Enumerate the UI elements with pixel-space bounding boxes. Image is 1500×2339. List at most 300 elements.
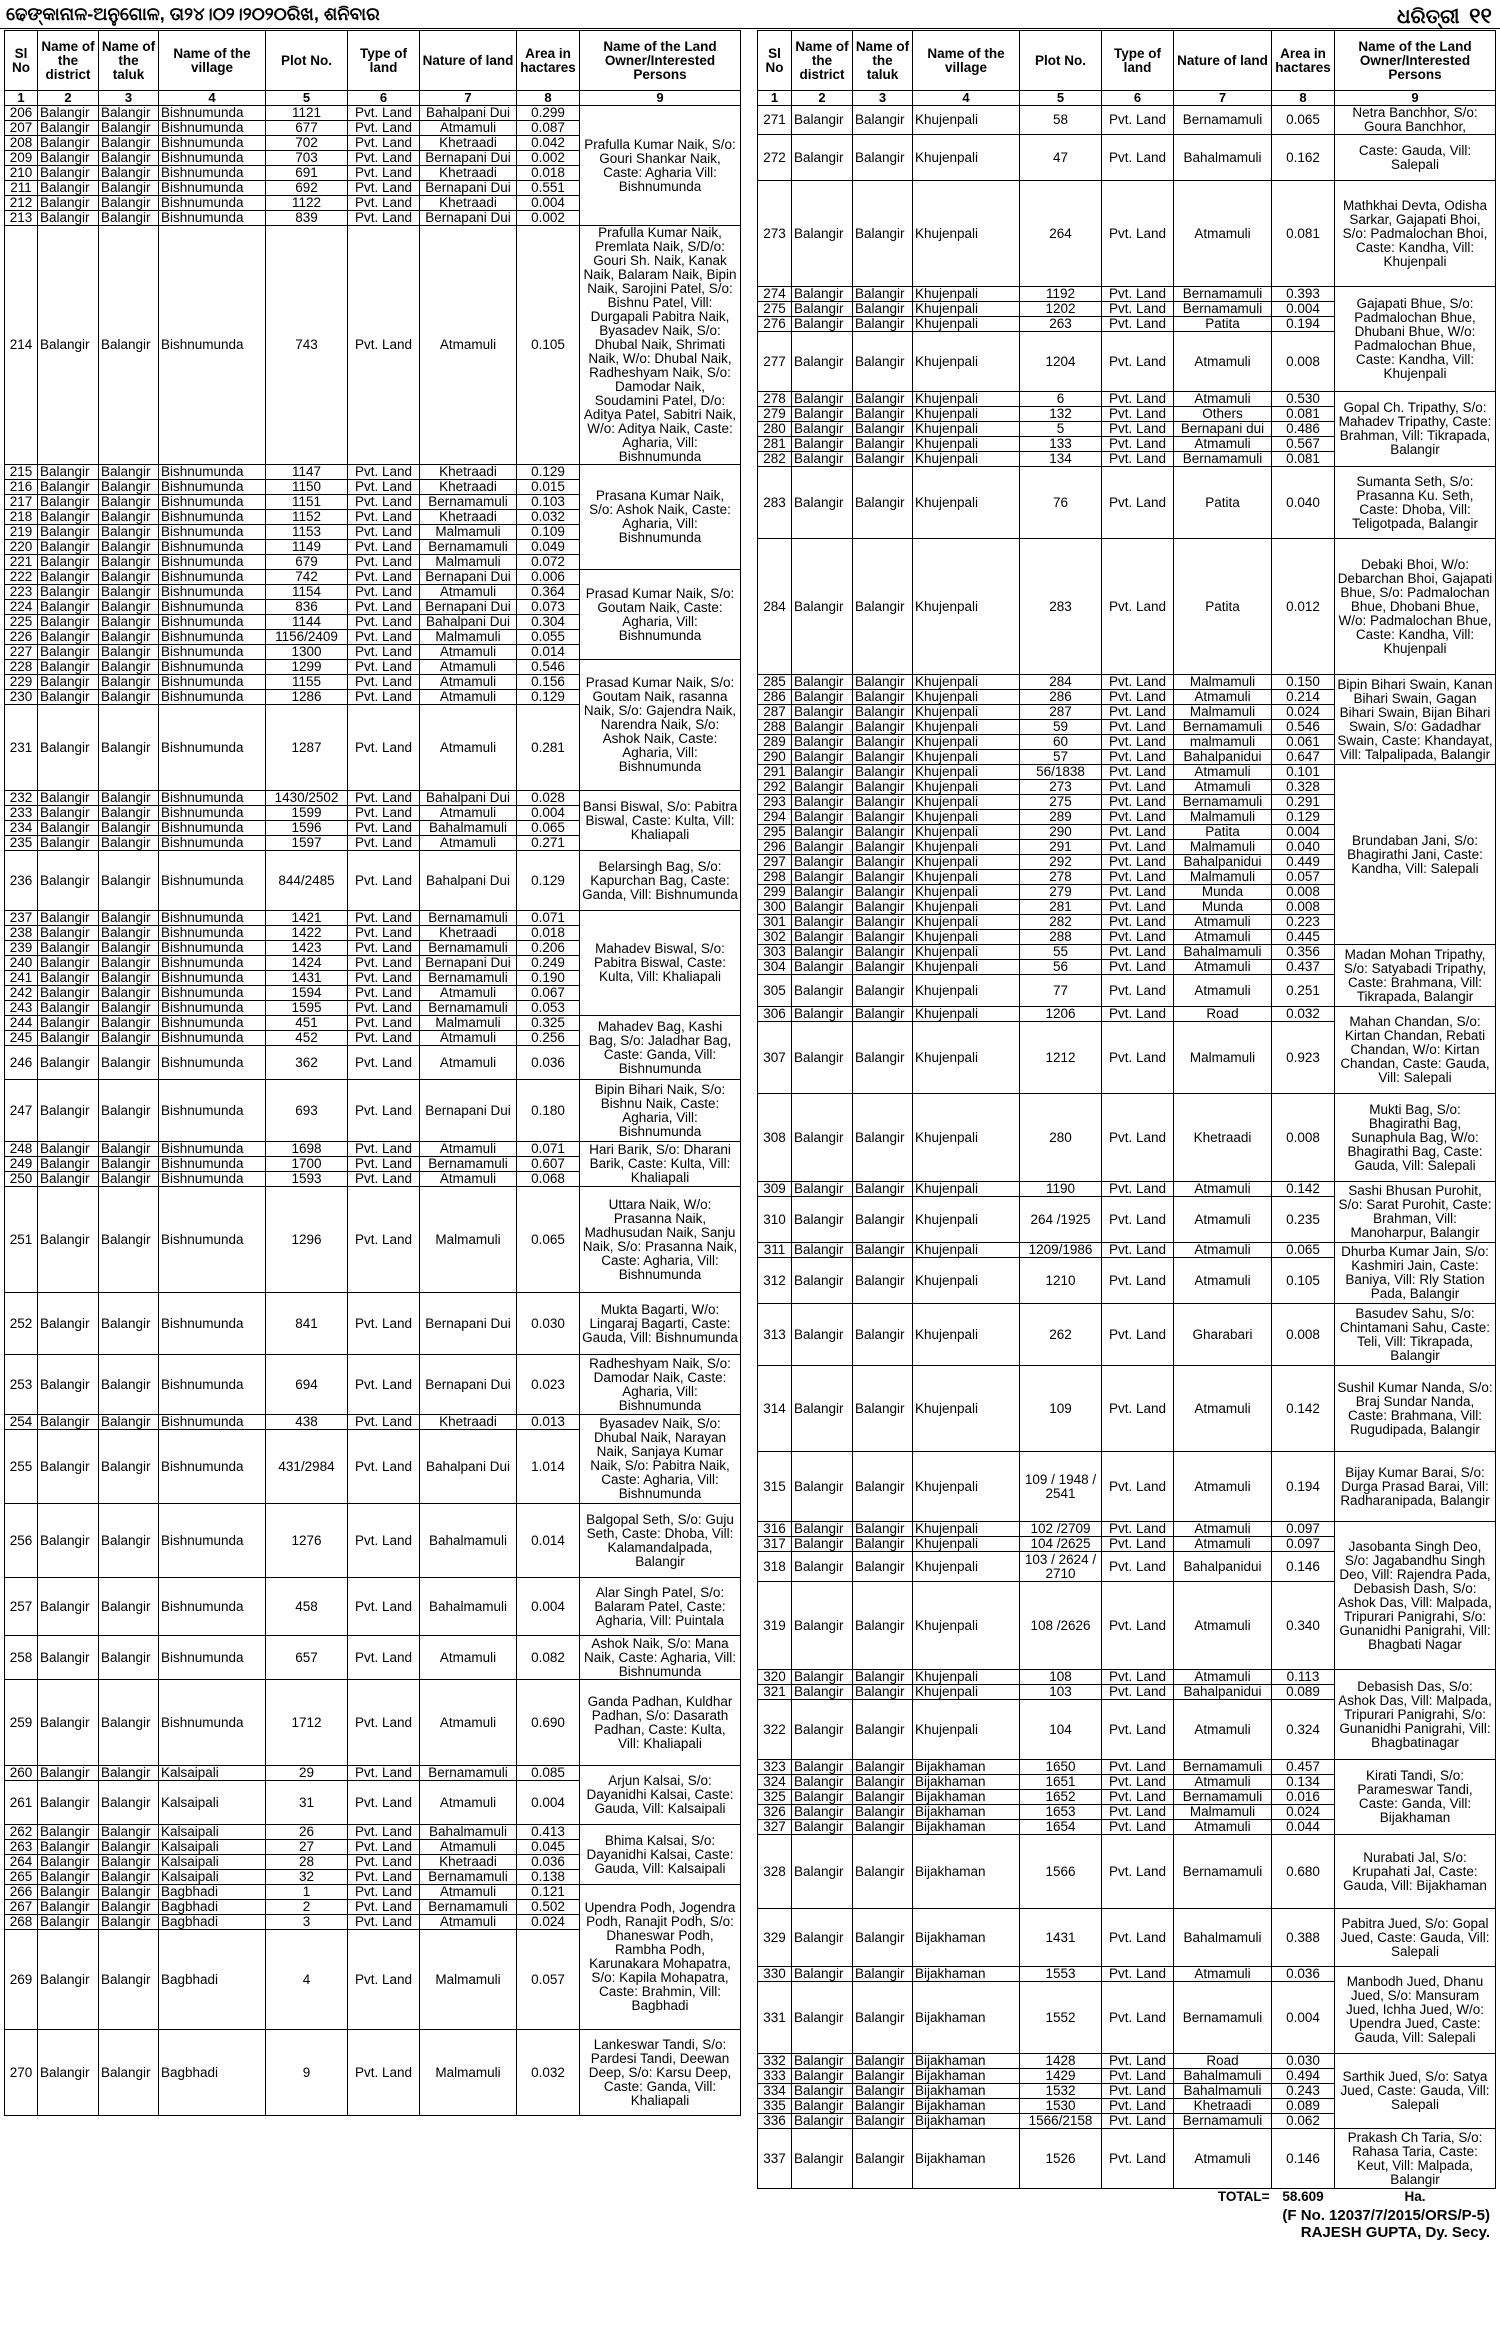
cell-village: Bishnumunda [159,1415,266,1430]
cell-nature: Khetraadi [420,480,517,495]
cell-village: Bijakhaman [913,2054,1020,2069]
cell-nature: Atmamuli [420,705,517,791]
cell-district: Balangir [38,1187,99,1293]
cell-taluk: Balangir [853,870,913,885]
cell-village: Khujenpali [913,1258,1020,1304]
cell-village: Bishnumunda [159,941,266,956]
cell-area: 0.146 [1272,1552,1335,1582]
cell-village: Khujenpali [913,407,1020,422]
cell-nature: Bahalpanidui [1174,1685,1272,1700]
cell-village: Khujenpali [913,467,1020,539]
cell-plot: 108 [1020,1670,1102,1685]
cell-area: 0.018 [517,166,580,181]
cell-sl: 253 [5,1355,38,1415]
cell-type: Pvt. Land [348,151,420,166]
cell-district: Balangir [792,750,853,765]
cell-plot: 108 /2626 [1020,1582,1102,1670]
cell-owner: Jasobanta Singh Deo, S/o: Jagabandhu Singh Deo, Vill: Rajendra Pada, Debasish Dash, S/o: Ashok Das, Vill: Malpada, Tripurari Panigrahi, S/o: Gunanidhi Panigrahi, Vill: Bhagbati Nagar [1335,1522,1496,1670]
cell-area: 0.014 [517,645,580,660]
cell-plot: 58 [1020,106,1102,135]
cell-village: Bishnumunda [159,1430,266,1504]
cell-area: 0.071 [517,1142,580,1157]
cell-taluk: Balangir [99,1578,159,1636]
cell-area: 0.113 [1272,1670,1335,1685]
col-number: 1 [758,91,792,106]
cell-village: Khujenpali [913,332,1020,392]
cell-village: Bijakhaman [913,1967,1020,1982]
cell-sl: 227 [5,645,38,660]
col-header: Plot No. [266,31,348,91]
cell-nature: Malmamuli [420,525,517,540]
cell-plot: 1154 [266,585,348,600]
cell-village: Kalsaipali [159,1840,266,1855]
cell-area: 0.256 [517,1031,580,1046]
cell-nature: Atmamuli [1174,1452,1272,1522]
cell-plot: 1202 [1020,302,1102,317]
cell-type: Pvt. Land [1102,1790,1174,1805]
cell-area: 0.008 [1272,332,1335,392]
cell-district: Balangir [38,1680,99,1766]
cell-sl: 252 [5,1293,38,1355]
cell-nature: Atmamuli [1174,960,1272,975]
cell-sl: 296 [758,840,792,855]
cell-village: Bishnumunda [159,911,266,926]
cell-taluk: Balangir [99,1930,159,2030]
table-row [758,1452,1496,1522]
cell-area: 0.081 [1272,452,1335,467]
cell-sl: 213 [5,211,38,226]
cell-district: Balangir [792,1805,853,1820]
cell-plot: 1530 [1020,2099,1102,2114]
cell-sl: 330 [758,1967,792,1982]
cell-type: Pvt. Land [348,660,420,675]
cell-nature: Bernamamuli [420,911,517,926]
cell-sl: 241 [5,971,38,986]
cell-taluk: Balangir [853,825,913,840]
cell-plot: 703 [266,151,348,166]
cell-taluk: Balangir [853,1366,913,1452]
table-row [758,1670,1496,1685]
cell-taluk: Balangir [853,855,913,870]
cell-taluk: Balangir [853,1537,913,1552]
cell-plot: 76 [1020,467,1102,539]
cell-taluk: Balangir [99,1900,159,1915]
cell-plot: 283 [1020,539,1102,675]
total-row [758,2189,1496,2205]
cell-owner: Mahadev Bag, Kashi Bag, S/o: Jaladhar Bag, Caste: Ganda, Vill: Bishnumunda [580,1016,741,1080]
cell-plot: 1422 [266,926,348,941]
cell-district: Balangir [792,1670,853,1685]
cell-type: Pvt. Land [1102,690,1174,705]
cell-plot: 1149 [266,540,348,555]
cell-village: Bishnumunda [159,136,266,151]
cell-sl: 308 [758,1094,792,1182]
page-number: ୧୧ [1469,3,1492,28]
cell-plot: 1654 [1020,1820,1102,1835]
cell-plot: 291 [1020,840,1102,855]
cell-sl: 211 [5,181,38,196]
cell-nature: Bernapani dui [1174,422,1272,437]
cell-type: Pvt. Land [348,1781,420,1825]
cell-area: 0.486 [1272,422,1335,437]
cell-area: 0.065 [1272,106,1335,135]
cell-type: Pvt. Land [1102,705,1174,720]
cell-district: Balangir [38,226,99,465]
cell-area: 0.024 [1272,1805,1335,1820]
cell-village: Bishnumunda [159,821,266,836]
table-row [5,1187,741,1293]
cell-plot: 1210 [1020,1258,1102,1304]
cell-plot: 59 [1020,720,1102,735]
cell-nature: Khetraadi [1174,1094,1272,1182]
cell-taluk: Balangir [99,821,159,836]
cell-area: 0.012 [1272,539,1335,675]
cell-sl: 260 [5,1766,38,1781]
cell-type: Pvt. Land [1102,1805,1174,1820]
cell-type: Pvt. Land [348,1885,420,1900]
cell-district: Balangir [38,1031,99,1046]
cell-village: Bishnumunda [159,836,266,851]
cell-village: Bishnumunda [159,1578,266,1636]
cell-plot: 452 [266,1031,348,1046]
cell-owner: Debasish Das, S/o: Ashok Das, Vill: Malpada, Tripurari Panigrahi, S/o: Gunanidhi Panigrahi, Vill: Bhagbatinagar [1335,1670,1496,1760]
cell-village: Khujenpali [913,765,1020,780]
cell-type: Pvt. Land [348,941,420,956]
cell-type: Pvt. Land [1102,287,1174,302]
cell-taluk: Balangir [853,930,913,945]
cell-taluk: Balangir [99,1855,159,1870]
cell-plot: 109 [1020,1366,1102,1452]
cell-district: Balangir [38,1870,99,1885]
cell-nature: Bernamamuli [1174,2114,1272,2129]
cell-district: Balangir [38,836,99,851]
cell-area: 0.299 [517,106,580,121]
cell-district: Balangir [38,1415,99,1430]
cell-village: Bishnumunda [159,926,266,941]
table-row [5,1504,741,1578]
cell-district: Balangir [792,1007,853,1022]
cell-type: Pvt. Land [348,1930,420,2030]
cell-plot: 362 [266,1046,348,1080]
col-number: 9 [580,91,741,106]
cell-area: 0.089 [1272,2099,1335,2114]
cell-village: Bijakhaman [913,2114,1020,2129]
cell-district: Balangir [792,332,853,392]
table-row [5,1766,741,1781]
cell-village: Khujenpali [913,885,1020,900]
cell-taluk: Balangir [853,945,913,960]
cell-plot: 104 [1020,1700,1102,1760]
table-row [758,1304,1496,1366]
cell-area: 0.551 [517,181,580,196]
cell-taluk: Balangir [853,810,913,825]
right-table-body [758,106,1496,2189]
cell-area: 0.004 [1272,1982,1335,2054]
col-header: Plot No. [1020,31,1102,91]
cell-nature: Atmamuli [420,1680,517,1766]
cell-type: Pvt. Land [348,555,420,570]
cell-district: Balangir [38,510,99,525]
cell-type: Pvt. Land [1102,407,1174,422]
cell-village: Bishnumunda [159,630,266,645]
cell-type: Pvt. Land [348,1766,420,1781]
cell-taluk: Balangir [853,1700,913,1760]
cell-type: Pvt. Land [348,1504,420,1578]
cell-taluk: Balangir [853,1582,913,1670]
cell-owner: Ashok Naik, S/o: Mana Naik, Caste: Agharia, Vill: Bishnumunda [580,1636,741,1680]
cell-sl: 249 [5,1157,38,1172]
cell-area: 0.449 [1272,855,1335,870]
cell-sl: 266 [5,1885,38,1900]
cell-district: Balangir [792,1582,853,1670]
cell-nature: Bernapani Dui [420,1355,517,1415]
cell-sl: 332 [758,2054,792,2069]
cell-sl: 219 [5,525,38,540]
cell-nature: Bahalpani Dui [420,851,517,911]
cell-nature: Bernamamuli [420,540,517,555]
cell-type: Pvt. Land [1102,825,1174,840]
total-label: TOTAL= [1217,2188,1270,2204]
cell-area: 0.304 [517,615,580,630]
cell-type: Pvt. Land [348,1636,420,1680]
cell-district: Balangir [38,1504,99,1578]
cell-area: 0.364 [517,585,580,600]
cell-plot: 280 [1020,1094,1102,1182]
table-row [758,135,1496,181]
cell-type: Pvt. Land [348,106,420,121]
cell-district: Balangir [792,1982,853,2054]
cell-area: 1.014 [517,1430,580,1504]
col-number: 2 [792,91,853,106]
cell-plot: 264 [1020,181,1102,287]
cell-type: Pvt. Land [1102,1094,1174,1182]
cell-taluk: Balangir [99,630,159,645]
col-number: 4 [913,91,1020,106]
cell-taluk: Balangir [99,836,159,851]
cell-district: Balangir [38,166,99,181]
cell-nature: Patita [1174,317,1272,332]
cell-taluk: Balangir [853,1909,913,1967]
cell-taluk: Balangir [853,2084,913,2099]
cell-owner: Basudev Sahu, S/o: Chintamani Sahu, Caste: Teli, Vill: Tikrapada, Balangir [1335,1304,1496,1366]
cell-district: Balangir [38,675,99,690]
cell-type: Pvt. Land [1102,795,1174,810]
cell-taluk: Balangir [853,452,913,467]
cell-area: 0.105 [517,226,580,465]
cell-sl: 221 [5,555,38,570]
cell-district: Balangir [792,945,853,960]
col-number: 4 [159,91,266,106]
cell-type: Pvt. Land [348,495,420,510]
column-header-row [5,31,741,91]
cell-district: Balangir [792,870,853,885]
cell-type: Pvt. Land [348,690,420,705]
cell-sl: 264 [5,1855,38,1870]
cell-sl: 233 [5,806,38,821]
cell-village: Bijakhaman [913,2129,1020,2189]
cell-district: Balangir [38,1001,99,1016]
cell-plot: 694 [266,1355,348,1415]
cell-sl: 285 [758,675,792,690]
cell-sl: 259 [5,1680,38,1766]
cell-owner: Brundaban Jani, S/o: Bhagirathi Jani, Caste: Kandha, Vill: Salepali [1335,765,1496,945]
cell-area: 0.607 [517,1157,580,1172]
cell-nature: Atmamuli [1174,1366,1272,1452]
cell-owner: Gajapati Bhue, S/o: Padmalochan Bhue, Dhubani Bhue, W/o: Padmalochan Bhue, Caste: Kandha, Vill: Khujenpali [1335,287,1496,392]
cell-owner: Hari Barik, S/o: Dharani Barik, Caste: Kulta, Vill: Khaliapali [580,1142,741,1187]
cell-village: Bishnumunda [159,1080,266,1142]
cell-nature: Bernamamuli [420,1157,517,1172]
cell-sl: 309 [758,1182,792,1197]
cell-area: 0.040 [1272,467,1335,539]
cell-district: Balangir [792,452,853,467]
cell-type: Pvt. Land [1102,810,1174,825]
cell-plot: 31 [266,1781,348,1825]
cell-owner: Bijay Kumar Barai, S/o: Durga Prasad Barai, Vill: Radharanipada, Balangir [1335,1452,1496,1522]
cell-type: Pvt. Land [1102,2084,1174,2099]
cell-taluk: Balangir [853,735,913,750]
cell-taluk: Balangir [853,106,913,135]
cell-area: 0.036 [1272,1967,1335,1982]
cell-sl: 278 [758,392,792,407]
cell-plot: 278 [1020,870,1102,885]
cell-district: Balangir [38,1080,99,1142]
cell-nature: Atmamuli [1174,765,1272,780]
cell-type: Pvt. Land [1102,735,1174,750]
cell-area: 0.271 [517,836,580,851]
cell-nature: Atmamuli [1174,975,1272,1007]
cell-district: Balangir [792,840,853,855]
cell-nature: Bernamamuli [1174,452,1272,467]
cell-district: Balangir [38,705,99,791]
cell-sl: 231 [5,705,38,791]
cell-sl: 268 [5,1915,38,1930]
cell-area: 0.087 [517,121,580,136]
cell-area: 0.413 [517,1825,580,1840]
col-header: Name of the taluk [853,31,913,91]
cell-plot: 1594 [266,986,348,1001]
cell-area: 0.004 [1272,302,1335,317]
cell-nature: Atmamuli [1174,1258,1272,1304]
cell-plot: 1300 [266,645,348,660]
cell-nature: Bahalpani Dui [420,615,517,630]
cell-type: Pvt. Land [348,675,420,690]
cell-area: 0.042 [517,136,580,151]
cell-village: Bijakhaman [913,1790,1020,1805]
cell-plot: 836 [266,600,348,615]
cell-sl: 283 [758,467,792,539]
cell-village: Bijakhaman [913,2084,1020,2099]
cell-plot: 56 [1020,960,1102,975]
table-row [758,287,1496,302]
cell-nature: Atmamuli [420,690,517,705]
cell-sl: 318 [758,1552,792,1582]
cell-plot: 1431 [1020,1909,1102,1967]
cell-village: Bishnumunda [159,660,266,675]
cell-taluk: Balangir [99,645,159,660]
table-row [758,181,1496,287]
cell-district: Balangir [792,539,853,675]
cell-district: Balangir [38,851,99,911]
cell-type: Pvt. Land [348,540,420,555]
cell-taluk: Balangir [853,467,913,539]
cell-sl: 208 [5,136,38,151]
cell-taluk: Balangir [99,1870,159,1885]
cell-sl: 216 [5,480,38,495]
cell-type: Pvt. Land [348,1080,420,1142]
cell-sl: 251 [5,1187,38,1293]
cell-nature: Atmamuli [1174,915,1272,930]
cell-taluk: Balangir [99,540,159,555]
cell-area: 0.097 [1272,1522,1335,1537]
cell-sl: 323 [758,1760,792,1775]
cell-village: Khujenpali [913,795,1020,810]
cell-district: Balangir [38,196,99,211]
cell-taluk: Balangir [99,226,159,465]
cell-plot: 5 [1020,422,1102,437]
cell-taluk: Balangir [99,1016,159,1031]
cell-owner: Arjun Kalsai, S/o: Dayanidhi Kalsai, Caste: Gauda, Vill: Kalsaipali [580,1766,741,1825]
cell-owner: Upendra Podh, Jogendra Podh, Ranajit Podh, S/o: Dhaneswar Podh, Rambha Podh, Karunakara Mohapatra, S/o: Kapila Mohapatra, Caste: Brahmin, Vill: Bagbhadi [580,1885,741,2030]
table-row [5,226,741,465]
cell-area: 0.109 [517,525,580,540]
cell-nature: Malmamuli [1174,810,1272,825]
cell-district: Balangir [38,1142,99,1157]
cell-district: Balangir [792,690,853,705]
signatory: RAJESH GUPTA, Dy. Secy. [1300,2224,1490,2241]
cell-district: Balangir [38,615,99,630]
cell-taluk: Balangir [853,795,913,810]
cell-area: 0.356 [1272,945,1335,960]
cell-taluk: Balangir [99,1430,159,1504]
cell-plot: 273 [1020,780,1102,795]
cell-area: 0.062 [1272,2114,1335,2129]
cell-area: 0.546 [517,660,580,675]
cell-type: Pvt. Land [348,211,420,226]
cell-taluk: Balangir [853,1685,913,1700]
cell-taluk: Balangir [99,675,159,690]
cell-village: Bagbhadi [159,1915,266,1930]
cell-district: Balangir [792,2054,853,2069]
cell-plot: 839 [266,211,348,226]
cell-district: Balangir [38,956,99,971]
cell-type: Pvt. Land [1102,539,1174,675]
table-row [758,2054,1496,2069]
cell-taluk: Balangir [853,1552,913,1582]
cell-village: Kalsaipali [159,1870,266,1885]
cell-sl: 304 [758,960,792,975]
cell-owner: Prakash Ch Taria, S/o: Rahasa Taria, Caste: Keut, Vill: Malpada, Balangir [1335,2129,1496,2189]
cell-sl: 277 [758,332,792,392]
cell-village: Bishnumunda [159,1504,266,1578]
cell-plot: 1122 [266,196,348,211]
cell-taluk: Balangir [99,121,159,136]
cell-sl: 333 [758,2069,792,2084]
cell-nature: Patita [1174,825,1272,840]
col-header: Nature of land [420,31,517,91]
cell-nature: Malmamuli [420,630,517,645]
cell-taluk: Balangir [853,690,913,705]
cell-type: Pvt. Land [1102,1670,1174,1685]
cell-plot: 1156/2409 [266,630,348,645]
cell-nature: Bernamamuli [1174,1835,1272,1909]
cell-taluk: Balangir [853,1805,913,1820]
cell-village: Bishnumunda [159,181,266,196]
cell-plot: 1192 [1020,287,1102,302]
cell-plot: 844/2485 [266,851,348,911]
cell-district: Balangir [792,1304,853,1366]
cell-type: Pvt. Land [348,2030,420,2116]
